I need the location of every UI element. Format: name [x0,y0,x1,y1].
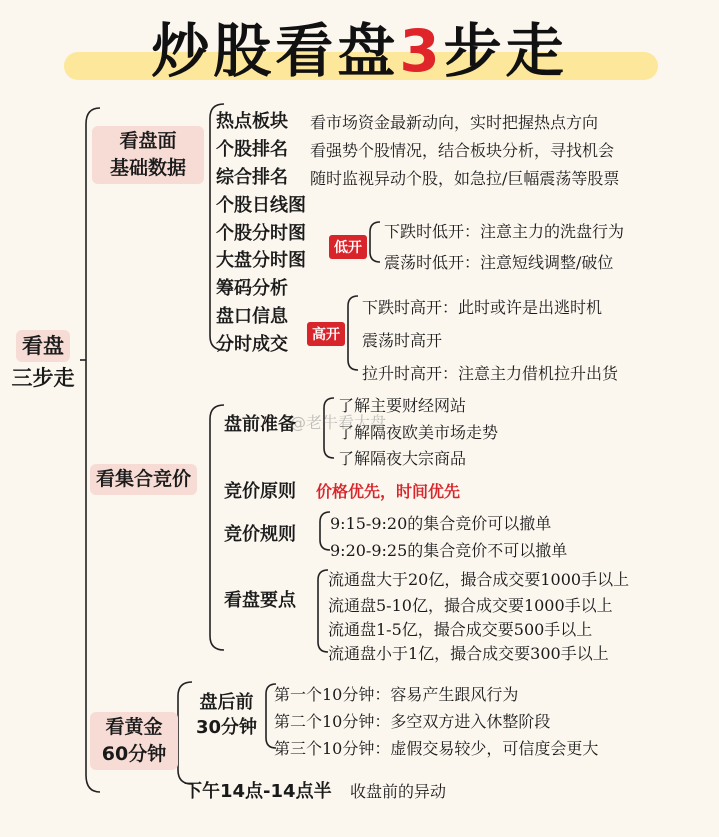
b1-item-label: 热点板块 [216,111,288,132]
after-item: 第三个10分钟：虚假交易较少，可信度会更大 [274,739,599,758]
root-line2: 三步走 [11,366,75,390]
branch1-line2: 基础数据 [109,157,186,179]
b1-item-desc: 看市场资金最新动向，实时把握热点方向 [310,113,599,132]
b1-item-desc: 随时监视异动个股，如急拉/巨幅震荡等股票 [310,169,620,188]
after-line1: 盘后前 [199,692,254,713]
low-open-tag: 低开 [329,235,367,259]
rules-item: 9:20-9:25的集合竞价不可以撤单 [330,541,568,560]
b1-item-label: 个股排名 [216,139,288,160]
after-item: 第二个10分钟：多空双方进入休整阶段 [274,712,551,731]
rules-label: 竞价规则 [224,524,296,545]
rules-bracket [320,512,330,550]
branch1-line1: 看盘面 [119,130,177,152]
branch-call-auction: 看集合竞价 [90,464,197,495]
b1-item-label: 分时成交 [216,334,288,355]
points-item: 流通盘大于20亿，撮合成交要1000手以上 [328,570,630,589]
pm-desc: 收盘前的异动 [350,782,447,801]
principle-label: 竞价原则 [224,481,296,502]
after-label [196,690,257,740]
after-item: 第一个10分钟：容易产生跟风行为 [274,685,519,704]
principle-value: 价格优先，时间优先 [316,482,461,501]
points-label: 看盘要点 [224,590,296,611]
after-line2: 30分钟 [196,717,258,738]
b1-item-desc: 看强势个股情况，结合板块分析，寻找机会 [310,141,615,160]
watermark: @老牛看大盘 [290,413,387,432]
root-bracket [86,108,100,792]
high-open-bracket [348,296,358,370]
b1-item-label: 综合排名 [216,167,288,188]
points-item: 流通盘小于1亿，撮合成交要300手以上 [328,644,609,663]
prep-item: 了解隔夜欧美市场走势 [338,423,499,442]
title-number: 3 [399,17,444,85]
prep-item: 了解隔夜大宗商品 [338,449,467,468]
branch-basic-data [92,126,204,184]
branch-golden-60min [90,712,178,770]
high-open-item: 震荡时高开 [362,331,443,350]
high-open-item: 拉升时高开：注意主力借机拉升出货 [362,364,619,383]
root-node [2,330,84,394]
branch3-line1: 看黄金 [105,716,163,738]
prep-item: 了解主要财经网站 [338,396,467,415]
low-open-item: 震荡时低开：注意短线调整/破位 [384,253,614,272]
points-bracket [318,570,328,652]
low-open-item: 下跌时低开：注意主力的洗盘行为 [384,222,625,241]
b1-item-label: 筹码分析 [216,278,288,299]
b1-item-label: 个股分时图 [216,223,306,244]
page-title [0,4,719,88]
branch3-bracket [178,682,192,784]
title-main: 炒股看盘 [151,17,400,85]
b1-item-label: 个股日线图 [216,195,306,216]
pm-label: 下午14点-14点半 [184,781,332,802]
root-line1: 看盘 [16,330,70,362]
title-end: 步走 [443,17,568,85]
low-open-bracket [370,222,380,262]
prep-label: 盘前准备 [224,414,296,435]
b1-item-label: 大盘分时图 [216,250,306,271]
high-open-tag: 高开 [307,322,345,346]
branch2-bracket [210,405,224,650]
points-item: 流通盘5-10亿，撮合成交要1000手以上 [328,596,613,615]
points-item: 流通盘1-5亿，撮合成交要500手以上 [328,620,593,639]
rules-item: 9:15-9:20的集合竞价可以撤单 [330,514,552,533]
b1-item-label: 盘口信息 [216,306,288,327]
high-open-item: 下跌时高开：此时或许是出逃时机 [362,298,603,317]
branch3-line2: 60分钟 [101,743,167,765]
